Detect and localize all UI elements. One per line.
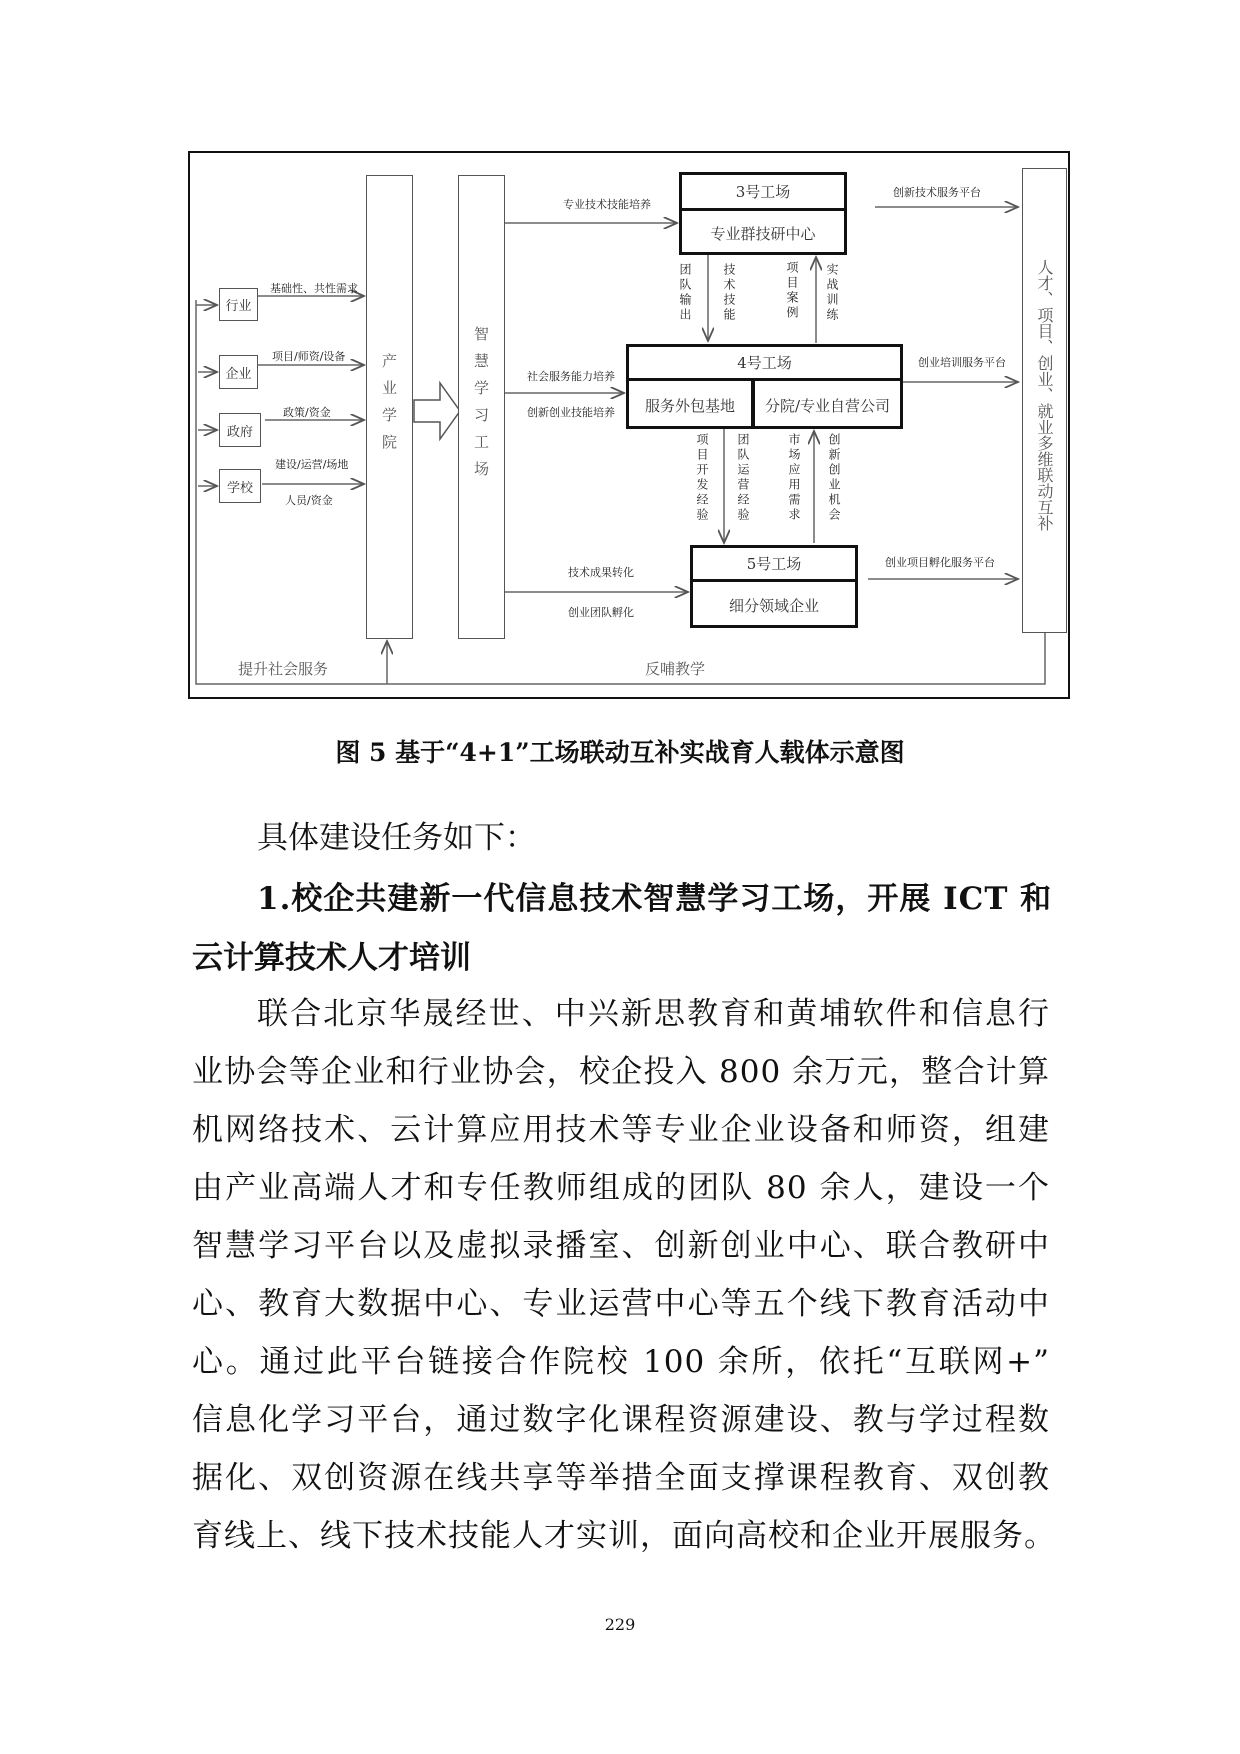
flow-label: 技术技能 — [722, 263, 736, 323]
paragraph-line: 智慧学习平台以及虚拟录播室、创新创业中心、联合教研中 — [192, 1228, 1050, 1264]
flow-label: 创业团队孵化 — [568, 606, 634, 619]
outcome-label: 人才、项目、创业、就业多维联动互补 — [1035, 259, 1054, 531]
flow-label: 创新创业机会 — [827, 433, 841, 523]
flow-label: 社会服务能力培养 — [527, 370, 615, 383]
factory-3-sub: 专业群技研中心 — [710, 224, 816, 243]
paragraph-line: 据化、双创资源在线共享等举措全面支撑课程教育、双创教 — [192, 1460, 1050, 1496]
factory-5-title: 5号工场 — [693, 548, 855, 582]
flow-label: 市场应用需求 — [787, 433, 801, 523]
paragraph-line: 心。通过此平台链接合作院校 100 余所，依托“互联网+” — [192, 1344, 1050, 1380]
flow-label: 项目开发经验 — [695, 433, 709, 523]
industry-box — [219, 288, 258, 321]
flow-label: 创新技术服务平台 — [893, 186, 981, 199]
flow-label: 建设/运营/场地 — [275, 458, 349, 471]
factory-3-title: 3号工场 — [682, 175, 844, 211]
paragraph-line: 心、教育大数据中心、专业运营中心等五个线下教育活动中 — [192, 1286, 1050, 1322]
factory-4-sub-right: 分院/专业自营公司 — [764, 396, 891, 415]
flow-label: 创新创业技能培养 — [527, 406, 615, 419]
flow-label: 项目案例 — [785, 261, 799, 321]
paragraph-line: 联合北京华晟经世、中兴新思教育和黄埔软件和信息行 — [257, 996, 1050, 1032]
section-heading: 云计算技术人才培训 — [192, 940, 471, 976]
label: 政府 — [226, 424, 253, 440]
figure-caption: 图 5 基于“4+1”工场联动互补实战育人载体示意图 — [335, 738, 905, 767]
label: 学校 — [226, 480, 253, 496]
smart-factory-box — [458, 175, 505, 639]
factory-4-title: 4号工场 — [629, 347, 900, 381]
intro-text: 具体建设任务如下： — [257, 820, 536, 856]
smart-factory-label: 智慧学习工场 — [472, 326, 490, 488]
factory-5-box — [690, 545, 858, 628]
paragraph-line: 机网络技术、云计算应用技术等专业企业设备和师资，组建 — [192, 1112, 1050, 1148]
flow-label: 项目/师资/设备 — [272, 350, 346, 363]
flow-label: 实战训练 — [825, 263, 839, 323]
section-heading: 1.校企共建新一代信息技术智慧学习工场，开展 ICT 和 — [257, 881, 1053, 917]
paragraph-line: 信息化学习平台，通过数字化课程资源建设、教与学过程数 — [192, 1402, 1050, 1438]
factory-3-box — [679, 172, 847, 255]
school-box — [219, 469, 261, 503]
paragraph-line: 由产业高端人才和专任教师组成的团队 80 余人，建设一个 — [192, 1170, 1050, 1206]
feedback-right-label: 反哺教学 — [645, 660, 706, 678]
enterprise-box — [219, 355, 258, 389]
paragraph-line: 业协会等企业和行业协会，校企投入 800 余万元，整合计算 — [192, 1054, 1050, 1090]
flow-label: 人员/资金 — [285, 494, 333, 507]
factory-5-sub: 细分领域企业 — [728, 596, 819, 615]
college-label: 产业学院 — [380, 353, 398, 461]
flow-label: 基础性、共性需求 — [270, 282, 358, 295]
factory-4-box — [626, 344, 903, 429]
page-number: 229 — [604, 1615, 636, 1634]
government-box — [219, 413, 261, 447]
factory-4-sub-left: 服务外包基地 — [629, 381, 755, 429]
label: 行业 — [225, 299, 252, 314]
paragraph-line: 育线上、线下技术技能人才实训，面向高校和企业开展服务。 — [192, 1518, 1056, 1554]
label: 企业 — [225, 366, 252, 382]
flow-label: 技术成果转化 — [568, 566, 634, 579]
outcome-box — [1022, 168, 1067, 633]
college-box — [366, 175, 413, 639]
feedback-left-label: 提升社会服务 — [238, 660, 329, 678]
big-hollow-arrow — [414, 383, 460, 439]
flow-label: 团队运营经验 — [736, 433, 750, 523]
flow-label: 团队输出 — [678, 263, 692, 323]
flow-label: 政策/资金 — [283, 406, 331, 419]
flow-label: 专业技术技能培养 — [563, 198, 651, 211]
flow-label: 创业培训服务平台 — [918, 356, 1006, 369]
flow-label: 创业项目孵化服务平台 — [885, 556, 995, 569]
